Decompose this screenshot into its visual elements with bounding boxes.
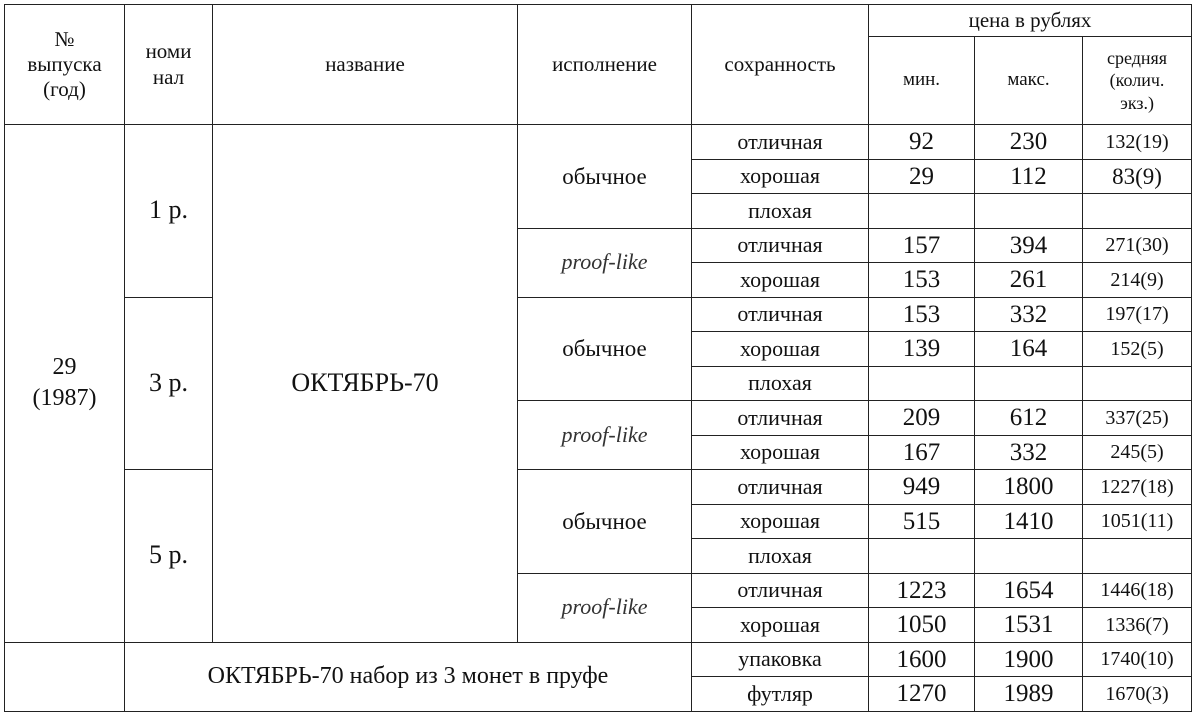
min-price-cell: 209 (869, 401, 975, 436)
condition-cell: отличная (692, 401, 869, 436)
max-price-cell: 1654 (975, 573, 1083, 608)
avg-price-cell: 132(19) (1083, 125, 1192, 160)
min-price-cell: 153 (869, 263, 975, 298)
table-row (5, 470, 1192, 505)
header-avg (1083, 37, 1192, 125)
condition-cell: отличная (692, 125, 869, 160)
header-price-group: цена в рублях (869, 5, 1192, 37)
table-row (5, 642, 1192, 677)
execution-regular-5: обычное (518, 470, 692, 574)
issue-number: 29 (52, 354, 77, 381)
coin-name: ОКТЯБРЬ-70 (213, 125, 518, 643)
header-avg-line-2: (колич. (1109, 70, 1165, 91)
issue-year: (1987) (32, 385, 97, 412)
max-price-cell: 332 (975, 435, 1083, 470)
header-avg-line-3: экз.) (1120, 92, 1154, 113)
header-issue-line-2: выпуска (27, 51, 102, 76)
min-price-cell: 1050 (869, 608, 975, 643)
set-label: ОКТЯБРЬ-70 набор из 3 монет в пруфе (125, 642, 692, 711)
condition-cell: плохая (692, 366, 869, 401)
avg-price-cell: 245(5) (1083, 435, 1192, 470)
avg-price-cell (1083, 194, 1192, 229)
avg-price-cell: 1051(11) (1083, 504, 1192, 539)
header-min: мин. (869, 37, 975, 125)
min-price-cell: 1270 (869, 677, 975, 712)
denomination-3: 3 р. (125, 297, 213, 470)
avg-price-cell: 271(30) (1083, 228, 1192, 263)
condition-cell: плохая (692, 194, 869, 229)
avg-price-cell: 83(9) (1083, 159, 1192, 194)
max-price-cell: 230 (975, 125, 1083, 160)
max-price-cell (975, 366, 1083, 401)
denomination-1: 1 р. (125, 125, 213, 298)
min-price-cell: 167 (869, 435, 975, 470)
coin-price-sheet (4, 4, 1194, 714)
max-price-cell: 332 (975, 297, 1083, 332)
execution-proof-1: proof-like (518, 228, 692, 297)
avg-price-cell: 197(17) (1083, 297, 1192, 332)
header-issue-line-3: (год) (43, 77, 86, 102)
condition-cell: хорошая (692, 263, 869, 298)
table-row (5, 297, 1192, 332)
avg-price-cell: 1227(18) (1083, 470, 1192, 505)
avg-price-cell: 1740(10) (1083, 642, 1192, 677)
max-price-cell: 394 (975, 228, 1083, 263)
condition-cell: хорошая (692, 332, 869, 367)
min-price-cell: 92 (869, 125, 975, 160)
avg-price-cell: 1670(3) (1083, 677, 1192, 712)
max-price-cell: 1410 (975, 504, 1083, 539)
max-price-cell: 1989 (975, 677, 1083, 712)
condition-cell: отличная (692, 573, 869, 608)
min-price-cell: 153 (869, 297, 975, 332)
min-price-cell (869, 194, 975, 229)
min-price-cell (869, 366, 975, 401)
execution-proof-3: proof-like (518, 401, 692, 470)
condition-cell: плохая (692, 539, 869, 574)
header-nominal (125, 5, 213, 125)
max-price-cell: 1800 (975, 470, 1083, 505)
condition-cell: хорошая (692, 608, 869, 643)
header-issue (5, 5, 125, 125)
max-price-cell: 261 (975, 263, 1083, 298)
issue-cell-continued (5, 642, 125, 677)
header-condition: сохранность (692, 5, 869, 125)
condition-cell: хорошая (692, 504, 869, 539)
table-row (5, 125, 1192, 160)
min-price-cell: 139 (869, 332, 975, 367)
condition-cell: отличная (692, 297, 869, 332)
header-nominal-line-2: нал (152, 64, 185, 89)
header-name: название (213, 5, 518, 125)
min-price-cell: 157 (869, 228, 975, 263)
avg-price-cell: 214(9) (1083, 263, 1192, 298)
issue-cell (5, 125, 125, 643)
condition-cell: отличная (692, 228, 869, 263)
header-max: макс. (975, 37, 1083, 125)
condition-cell: хорошая (692, 435, 869, 470)
denomination-5: 5 р. (125, 470, 213, 643)
execution-regular-1: обычное (518, 125, 692, 229)
avg-price-cell: 337(25) (1083, 401, 1192, 436)
header-row-top (5, 5, 1192, 37)
min-price-cell (869, 539, 975, 574)
avg-price-cell (1083, 539, 1192, 574)
condition-cell: отличная (692, 470, 869, 505)
avg-price-cell: 1446(18) (1083, 573, 1192, 608)
condition-cell: футляр (692, 677, 869, 712)
min-price-cell: 1600 (869, 642, 975, 677)
avg-price-cell (1083, 366, 1192, 401)
execution-proof-5: proof-like (518, 573, 692, 642)
header-nominal-line-1: номи (145, 39, 192, 64)
min-price-cell: 515 (869, 504, 975, 539)
header-issue-line-1: № (54, 26, 75, 51)
max-price-cell: 164 (975, 332, 1083, 367)
max-price-cell: 112 (975, 159, 1083, 194)
min-price-cell: 949 (869, 470, 975, 505)
header-execution: исполнение (518, 5, 692, 125)
max-price-cell (975, 194, 1083, 229)
header-avg-line-1: средняя (1106, 47, 1168, 68)
coin-price-table (4, 4, 1192, 712)
max-price-cell: 1900 (975, 642, 1083, 677)
avg-price-cell: 152(5) (1083, 332, 1192, 367)
min-price-cell: 29 (869, 159, 975, 194)
min-price-cell: 1223 (869, 573, 975, 608)
max-price-cell (975, 539, 1083, 574)
issue-cell-continued (5, 677, 125, 712)
avg-price-cell: 1336(7) (1083, 608, 1192, 643)
condition-cell: упаковка (692, 642, 869, 677)
execution-regular-3: обычное (518, 297, 692, 401)
max-price-cell: 1531 (975, 608, 1083, 643)
max-price-cell: 612 (975, 401, 1083, 436)
condition-cell: хорошая (692, 159, 869, 194)
